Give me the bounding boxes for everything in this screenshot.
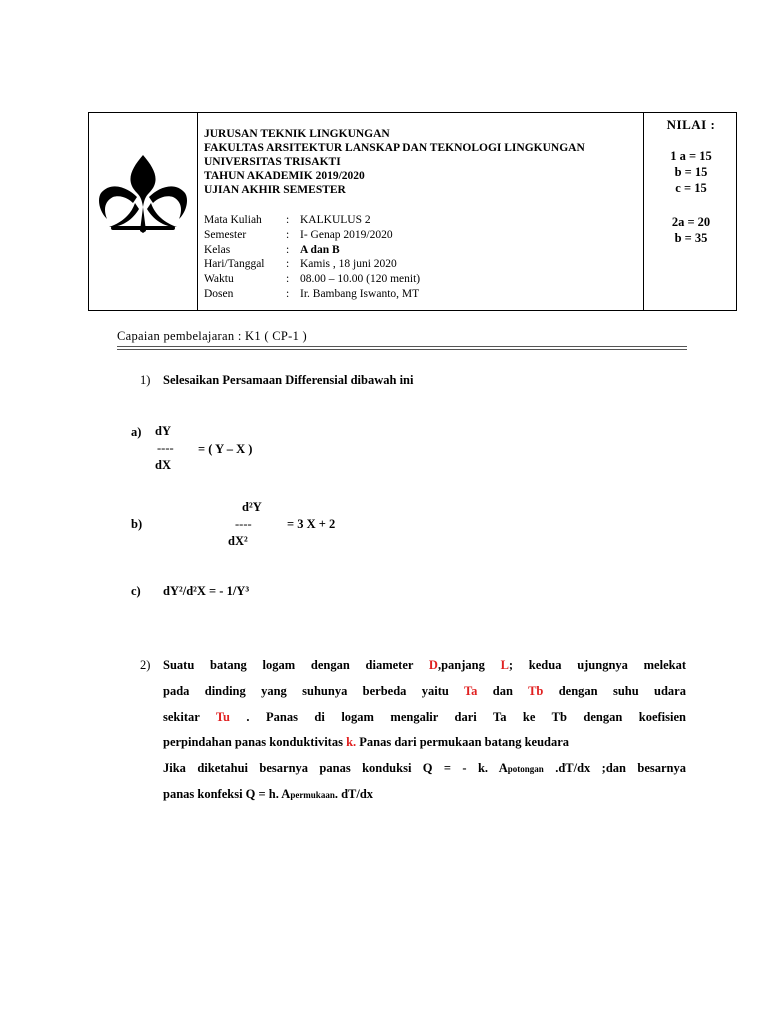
q2-subscript: permukaan bbox=[290, 790, 335, 800]
q2-text: Jika diketahui besarnya panas konduksi Q = - k. A bbox=[163, 761, 508, 775]
score-line: 2a = 20 bbox=[671, 215, 711, 229]
question-2-number: 2) bbox=[140, 658, 151, 672]
part-a-fraction-bar: ---- bbox=[157, 441, 174, 455]
info-label: Waktu bbox=[204, 273, 234, 286]
q2-var-L: L bbox=[500, 658, 509, 672]
info-label: Mata Kuliah bbox=[204, 214, 262, 226]
part-b-denominator: dX² bbox=[228, 534, 248, 548]
info-label: Kelas bbox=[204, 243, 231, 256]
part-b-rhs: = 3 X + 2 bbox=[287, 517, 336, 531]
q2-text: sekitar bbox=[163, 710, 216, 724]
q2-text: dengan suhu udara bbox=[543, 684, 686, 698]
academic-year: TAHUN AKADEMIK 2019/2020 bbox=[204, 170, 365, 182]
q2-var-Ta: Ta bbox=[463, 684, 478, 698]
q2-text: ,panjang bbox=[437, 658, 501, 672]
question-2-line-2 bbox=[163, 684, 686, 699]
q2-text: .dT/dx ;dan besarnya bbox=[543, 761, 686, 775]
info-colon: : bbox=[286, 228, 290, 241]
info-value: Ir. Bambang Iswanto, MT bbox=[300, 287, 420, 300]
info-colon: : bbox=[286, 287, 290, 300]
score-title: NILAI : bbox=[666, 117, 716, 132]
info-value: A dan B bbox=[300, 243, 340, 256]
q2-text: Panas dari permukaan batang keudara bbox=[356, 735, 570, 749]
info-value: KALKULUS 2 bbox=[300, 214, 371, 226]
question-2-line-5 bbox=[163, 761, 686, 776]
q2-var-k: k. bbox=[346, 735, 357, 749]
q2-var-Tb: Tb bbox=[528, 684, 544, 698]
part-c-expression: dY²/d²X = - 1/Y³ bbox=[163, 584, 250, 598]
q2-text: pada dinding yang suhunya berbeda yaitu bbox=[163, 684, 464, 698]
score-line: b = 35 bbox=[674, 231, 708, 245]
institution-block bbox=[204, 127, 585, 197]
question-2-line-6 bbox=[163, 787, 373, 802]
question-1-title: Selesaikan Persamaan Differensial dibawah ini bbox=[163, 373, 414, 387]
question-1-number: 1) bbox=[140, 373, 151, 387]
q2-text: panas konfeksi Q = h. A bbox=[163, 787, 291, 801]
score-line: b = 15 bbox=[674, 165, 708, 179]
q2-text: . dT/dx bbox=[334, 787, 374, 801]
q2-var-Tu: Tu bbox=[215, 710, 230, 724]
info-colon: : bbox=[286, 214, 290, 226]
q2-text: ; kedua ujungnya melekat bbox=[508, 658, 686, 672]
info-label: Hari/Tanggal bbox=[204, 258, 265, 271]
divider-line bbox=[117, 349, 687, 350]
info-value: 08.00 – 10.00 (120 menit) bbox=[300, 273, 421, 286]
part-a-denominator: dX bbox=[155, 458, 171, 472]
score-line: 1 a = 15 bbox=[670, 149, 712, 163]
info-value: Kamis , 18 juni 2020 bbox=[300, 258, 397, 271]
part-a-rhs: = ( Y – X ) bbox=[198, 442, 253, 456]
info-colon: : bbox=[286, 243, 290, 256]
info-label: Semester bbox=[204, 228, 247, 241]
q2-var-D: D bbox=[428, 658, 438, 672]
university-logo-icon bbox=[97, 153, 189, 233]
q2-text: perpindahan panas konduktivitas bbox=[163, 735, 347, 749]
part-a-numerator: dY bbox=[155, 424, 171, 438]
divider-line bbox=[117, 346, 687, 347]
part-b-label: b) bbox=[131, 517, 143, 531]
part-b-numerator: d²Y bbox=[242, 500, 262, 514]
question-2-line-3 bbox=[163, 710, 686, 725]
q2-subscript: potongan bbox=[507, 764, 544, 774]
university-logo-cell bbox=[89, 113, 197, 310]
info-colon: : bbox=[286, 273, 290, 286]
question-2-line-1 bbox=[163, 658, 686, 673]
university-name: UNIVERSITAS TRISAKTI bbox=[204, 156, 341, 168]
faculty-name: FAKULTAS ARSITEKTUR LANSKAP DAN TEKNOLOGI LINGKUNGAN bbox=[204, 142, 585, 154]
info-label: Dosen bbox=[204, 287, 234, 300]
part-b-fraction-bar: ---- bbox=[235, 517, 252, 531]
part-c-label: c) bbox=[131, 584, 141, 598]
table-divider bbox=[197, 113, 198, 310]
q2-text: Suatu batang logam dengan diameter bbox=[163, 658, 429, 672]
q2-text: . Panas di logam mengalir dari Ta ke Tb dengan koefisien bbox=[229, 710, 686, 724]
question-2-line-4 bbox=[163, 735, 569, 750]
department-name: JURUSAN TEKNIK LINGKUNGAN bbox=[204, 128, 390, 140]
learning-outcome: Capaian pembelajaran : K1 ( CP-1 ) bbox=[117, 329, 308, 343]
q2-text: dan bbox=[477, 684, 529, 698]
info-value: I- Genap 2019/2020 bbox=[300, 228, 393, 241]
info-colon: : bbox=[286, 258, 290, 271]
exam-type: UJIAN AKHIR SEMESTER bbox=[204, 184, 346, 196]
table-divider bbox=[643, 113, 644, 310]
part-a-label: a) bbox=[131, 425, 142, 439]
exam-header-table bbox=[88, 112, 737, 311]
score-line: c = 15 bbox=[675, 181, 707, 195]
